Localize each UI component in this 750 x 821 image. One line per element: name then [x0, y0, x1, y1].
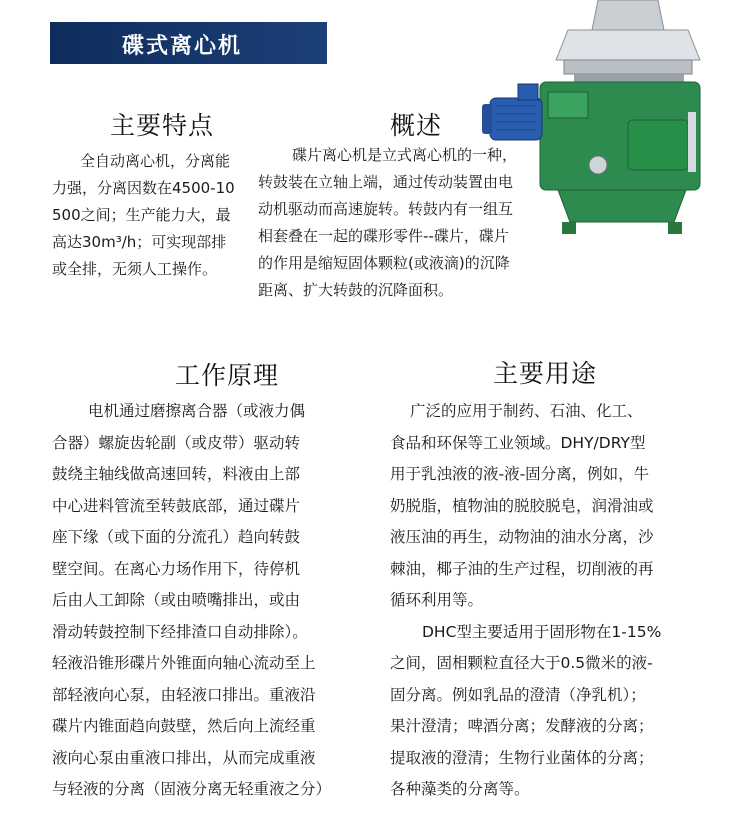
- principle-line: 鼓绕主轴线做高速回转，料液由上部: [52, 465, 301, 483]
- principle-line: 滑动转鼓控制下经排渣口自动排除）。: [52, 622, 308, 641]
- overview-line: 距离、扩大转鼓的沉降面积。: [258, 281, 454, 299]
- features-text: [52, 148, 235, 283]
- features-line: 或全排，无须人工操作。: [52, 260, 218, 278]
- overview-heading: 概述: [390, 111, 443, 140]
- principle-line: 电机通过磨擦离合器（或液力偶: [88, 402, 306, 420]
- uses-line: 提取液的澄清；生物行业菌体的分离；: [390, 748, 654, 767]
- uses-line: 果汁澄清；啤酒分离；发酵液的分离；: [390, 717, 654, 735]
- uses-line: 奶脱脂，植物油的脱胶脱皂，润滑油或: [390, 496, 654, 515]
- principle-line: 碟片内锥面趋向鼓壁，然后向上流经重: [52, 717, 316, 735]
- title-banner: [50, 22, 327, 64]
- features-line: 全自动离心机，分离能: [80, 152, 231, 170]
- principle-line: 合器）螺旋齿轮副（或皮带）驱动转: [52, 433, 301, 452]
- uses-line: 食品和环保等工业领域。DHY/DRY型: [390, 433, 646, 452]
- principle-line: 后由人工卸除（或由喷嘴排出，或由: [52, 591, 301, 609]
- banner-title: 碟式离心机: [122, 34, 243, 59]
- principle-line: 液向心泵由重液口排出，从而完成重液: [52, 748, 316, 767]
- uses-heading: 主要用途: [493, 359, 598, 388]
- overview-text: [258, 142, 517, 304]
- principle-text: [52, 396, 331, 806]
- uses-line: 液压油的再生，动物油的油水分离，沙: [390, 528, 654, 546]
- overview-line: 动机驱动而高速旋转。转鼓内有一组互: [258, 200, 514, 218]
- overview-line: 的作用是缩短固体颗粒(或液滴)的沉降: [258, 254, 510, 272]
- principle-line: 壁空间。在离心力场作用下，待停机: [52, 559, 301, 578]
- overview-line: 碟片离心机是立式离心机的一种，: [292, 146, 518, 164]
- uses-line: 用于乳浊液的液-液-固分离，例如，牛: [390, 465, 650, 483]
- features-line: 500之间；生产能力大，最: [52, 206, 231, 224]
- uses-line: 循环利用等。: [390, 591, 484, 609]
- principle-heading: 工作原理: [175, 361, 280, 390]
- uses-line: 广泛的应用于制药、石油、化工、: [410, 402, 643, 420]
- principle-line: 轻液沿锥形碟片外锥面向轴心流动至上: [52, 654, 316, 672]
- features-heading: 主要特点: [110, 111, 215, 140]
- principle-line: 中心进料管流至转鼓底部，通过碟片: [52, 496, 301, 515]
- uses-line: 各种藻类的分离等。: [390, 780, 530, 798]
- overview-line: 相套叠在一起的碟形零件--碟片，碟片: [258, 227, 509, 245]
- principle-line: 座下缘（或下面的分流孔）趋向转鼓: [52, 528, 301, 546]
- features-line: 力强，分离因数在4500-10: [52, 179, 235, 197]
- features-line: 高达30m³/h；可实现部排: [52, 233, 227, 251]
- overview-line: 转鼓装在立轴上端，通过传动装置由电: [258, 173, 514, 191]
- principle-line: 与轻液的分离（固液分离无轻重液之分）: [52, 780, 332, 798]
- uses-line: 之间，固相颗粒直径大于0.5微米的液-: [390, 654, 653, 672]
- principle-line: 部轻液向心泵，由轻液口排出。重液沿: [52, 685, 316, 704]
- uses-line: DHC型主要适用于固形物在1-15%: [422, 622, 662, 641]
- uses-line: 棘油，椰子油的生产过程，切削液的再: [390, 559, 654, 578]
- uses-line: 固分离。例如乳品的澄清（净乳机）；: [390, 685, 646, 704]
- uses-text: [390, 396, 661, 806]
